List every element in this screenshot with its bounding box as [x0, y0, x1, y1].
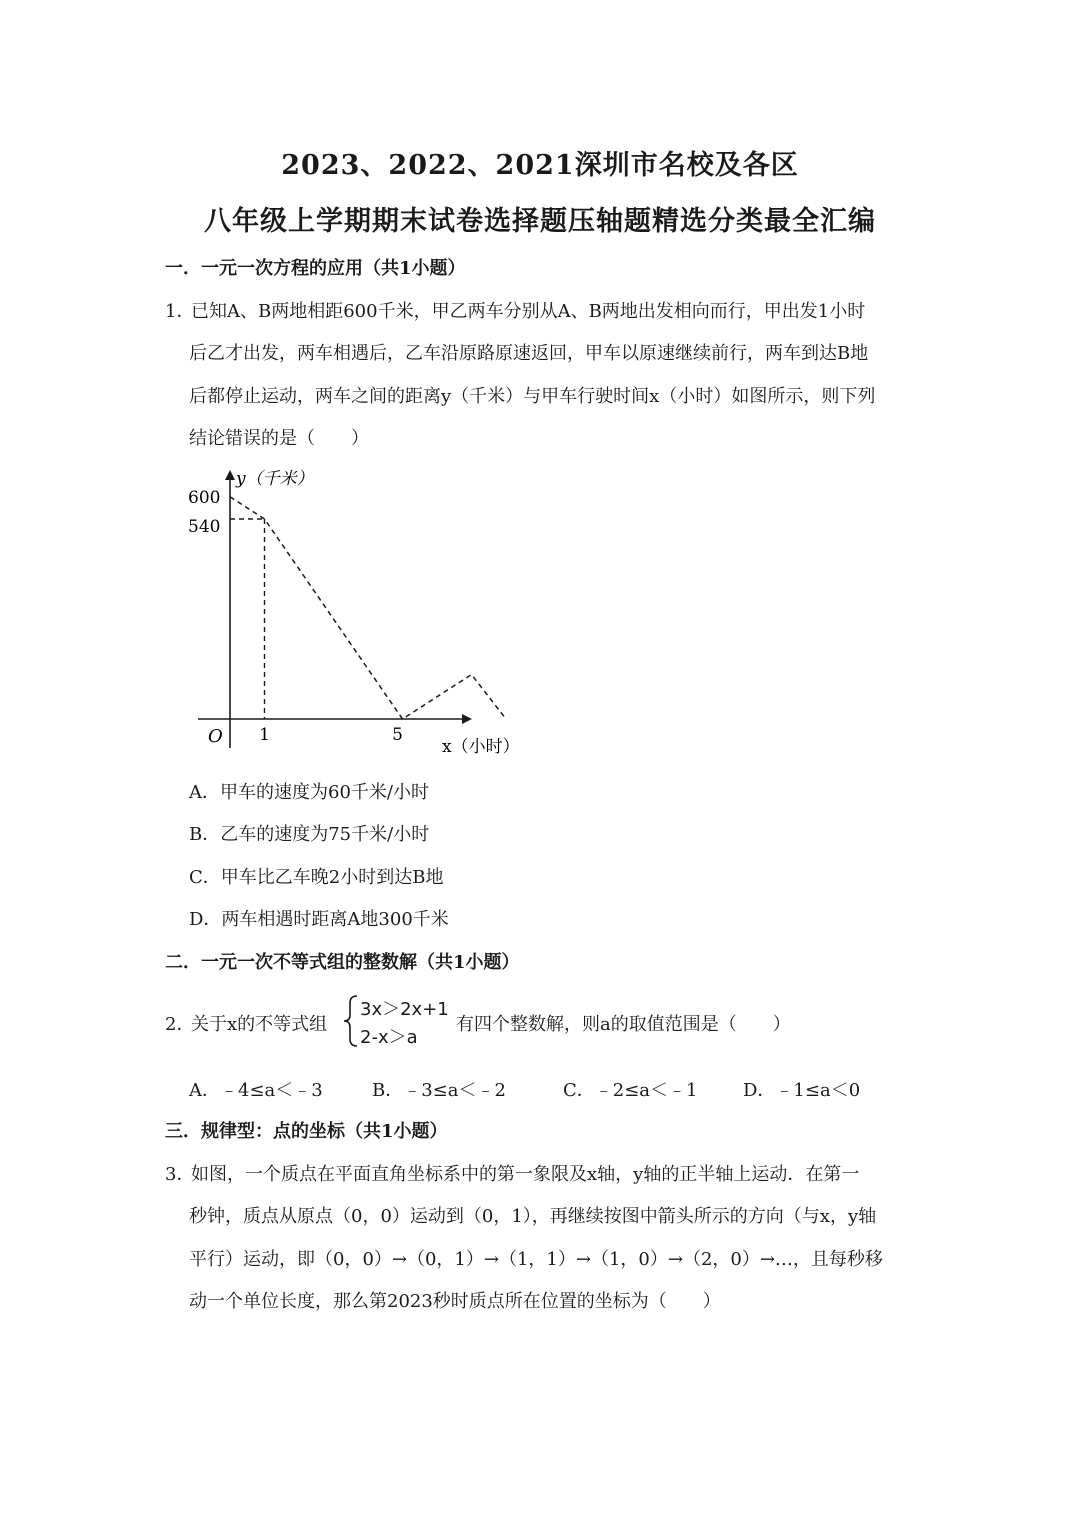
- y-tick-label: 600: [188, 487, 221, 508]
- question-2-option-a: A．﹣4≤a＜﹣3: [189, 1080, 323, 1101]
- question-1-option-b: B．乙车的速度为75千米/小时: [189, 824, 430, 845]
- section-heading-1: 一．一元一次方程的应用（共1小题）: [165, 258, 466, 279]
- question-3-line: 平行）运动，即（0，0）→（0，1）→（1，1）→（1，0）→（2，0）→…，且每秒移: [189, 1249, 883, 1270]
- title-line-1: 2023、2022、2021深圳市名校及各区: [281, 150, 799, 181]
- question-1-number: 1．: [165, 301, 195, 322]
- question-1-option-d: D．两车相遇时距离A地300千米: [189, 909, 449, 930]
- question-2-option-b: B．﹣3≤a＜﹣2: [372, 1080, 506, 1101]
- question-1-line: 结论错误的是（ ）: [189, 428, 369, 449]
- question-1-line: 已知A、B两地相距600千米，甲乙两车分别从A、B两地出发相向而行，甲出发1小时: [191, 301, 866, 322]
- question-3-line: 如图，一个质点在平面直角坐标系中的第一象限及x轴，y轴的正半轴上运动．在第一: [191, 1164, 860, 1185]
- question-3-number: 3．: [165, 1164, 195, 1185]
- question-3-line: 秒钟，质点从原点（0，0）运动到（0，1），再继续按图中箭头所示的方向（与x，y轴: [189, 1206, 877, 1227]
- title-line-2: 八年级上学期期末试卷选择题压轴题精选分类最全汇编: [204, 206, 876, 237]
- x-axis-label: x（小时）: [442, 737, 520, 757]
- y-tick-label: 540: [188, 517, 221, 537]
- question-3-line: 动一个单位长度，那么第2023秒时质点所在位置的坐标为（ ）: [189, 1291, 721, 1312]
- question-2-number: 2．: [165, 1014, 195, 1035]
- origin-label: O: [208, 726, 223, 747]
- inequality-2: 2-x＞a: [360, 1027, 418, 1048]
- question-2-prefix: 关于x的不等式组: [191, 1014, 328, 1035]
- question-2-suffix: 有四个整数解，则a的取值范围是（ ）: [456, 1014, 791, 1035]
- distance-series-line: [230, 497, 506, 719]
- question-1-line: 后都停止运动，两车之间的距离y（千米）与甲车行驶时间x（小时）如图所示，则下列: [189, 386, 876, 407]
- section-heading-3: 三．规律型：点的坐标（共1小题）: [165, 1121, 448, 1142]
- question-1-option-a: A．甲车的速度为60千米/小时: [189, 782, 429, 803]
- question-2-option-c: C．﹣2≤a＜﹣1: [563, 1080, 698, 1101]
- inequality-system: [342, 993, 454, 1049]
- x-tick-label: 5: [392, 725, 403, 745]
- section-heading-2: 二．一元一次不等式组的整数解（共1小题）: [165, 952, 520, 973]
- left-brace: [342, 993, 360, 1049]
- x-tick-label: 1: [259, 725, 270, 745]
- y-axis-label: y（千米）: [236, 469, 314, 489]
- distance-time-graph: [180, 460, 540, 770]
- inequality-1: 3x＞2x+1: [360, 999, 449, 1020]
- question-1-line: 后乙才出发，两车相遇后，乙车沿原路原速返回，甲车以原速继续前行，两车到达B地: [189, 343, 869, 364]
- question-1-option-c: C．甲车比乙车晚2小时到达B地: [189, 867, 444, 888]
- question-2-option-d: D．﹣1≤a＜0: [743, 1080, 861, 1101]
